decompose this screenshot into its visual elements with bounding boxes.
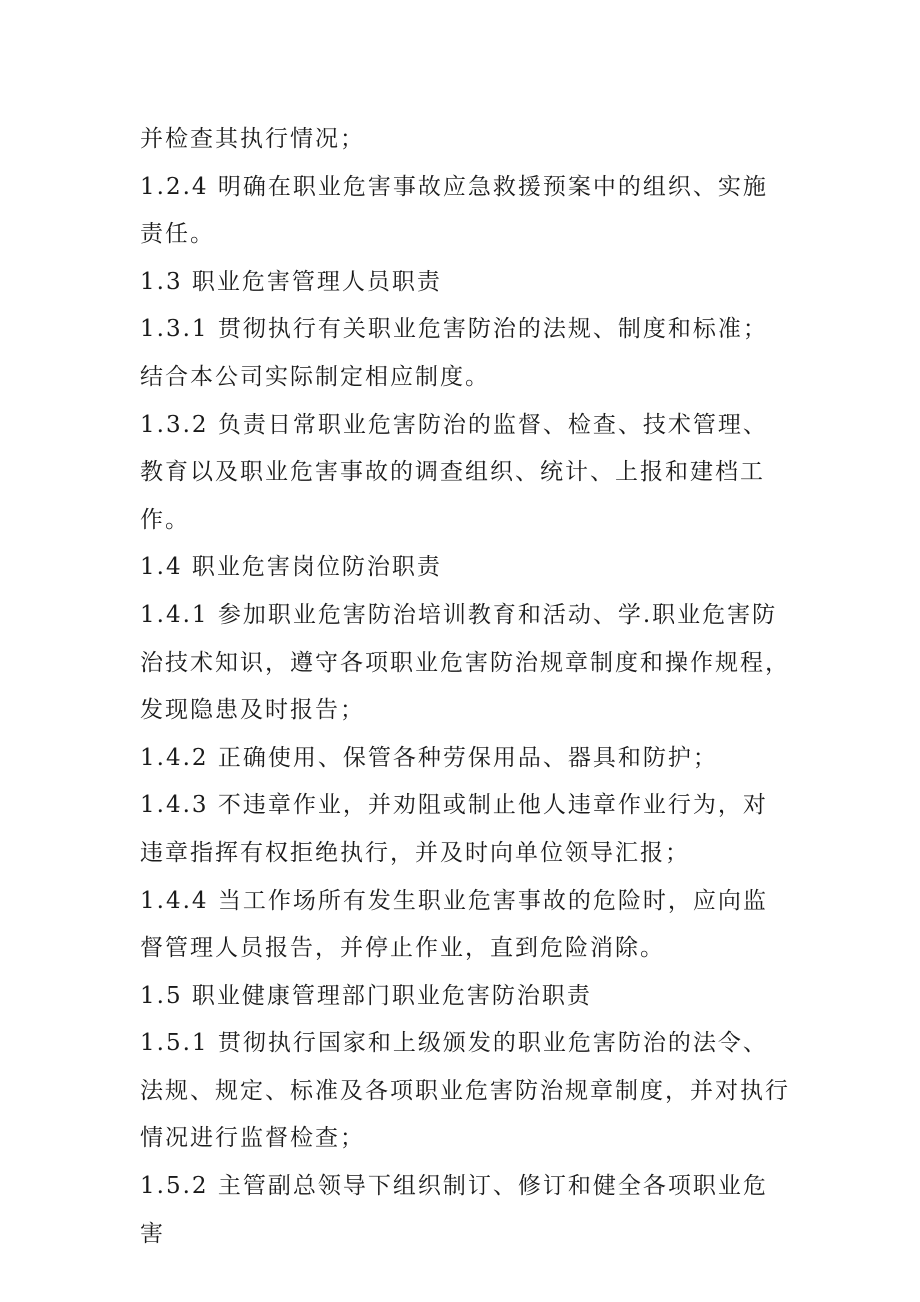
paragraph-1-4-2: 1.4.2 正确使用、保管各种劳保用品、器具和防护； bbox=[140, 744, 718, 771]
document-body bbox=[140, 116, 790, 1258]
paragraph-1-2-4: 1.2.4 明确在职业危害事故应急救援预案中的组织、实施责任。 bbox=[140, 173, 768, 248]
section-heading-1-5: 1.5 职业健康管理部门职业危害防治职责 bbox=[140, 982, 592, 1009]
paragraph-1-5-2: 1.5.2 主管副总领导下组织制订、修订和健全各项职业危害 bbox=[140, 1173, 768, 1247]
section-heading-1-4: 1.4 职业危害岗位防治职责 bbox=[140, 554, 442, 581]
paragraph-continuation: 并检查其执行情况； bbox=[140, 126, 365, 152]
section-heading-1-3: 1.3 职业危害管理人员职责 bbox=[140, 268, 442, 295]
paragraph-1-4-4: 1.4.4 当工作场所有发生职业危害事故的危险时，应向监督管理人员报告，并停止作业，直到危险消除。 bbox=[140, 887, 768, 962]
paragraph-1-3-2: 1.3.2 负责日常职业危害防治的监督、检查、技术管理、教育以及职业危害事故的调查组织、统计、上报和建档工作。 bbox=[140, 411, 768, 533]
paragraph-1-5-1: 1.5.1 贯彻执行国家和上级颁发的职业危害防治的法令、法规、规定、标准及各项职业危害防治规章制度，并对执行情况进行监督检查； bbox=[140, 1030, 790, 1152]
paragraph-1-3-1: 1.3.1 贯彻执行有关职业危害防治的法规、制度和标准；结合本公司实际制定相应制度。 bbox=[140, 316, 768, 390]
paragraph-1-4-3: 1.4.3 不违章作业，并劝阻或制止他人违章作业行为，对违章指挥有权拒绝执行，并及时向单位领导汇报； bbox=[140, 792, 768, 866]
paragraph-1-4-1: 1.4.1 参加职业危害防治培训教育和活动、学.职业危害防治技术知识，遵守各项职业危害防治规章制度和操作规程，发现隐患及时报告； bbox=[140, 601, 790, 724]
